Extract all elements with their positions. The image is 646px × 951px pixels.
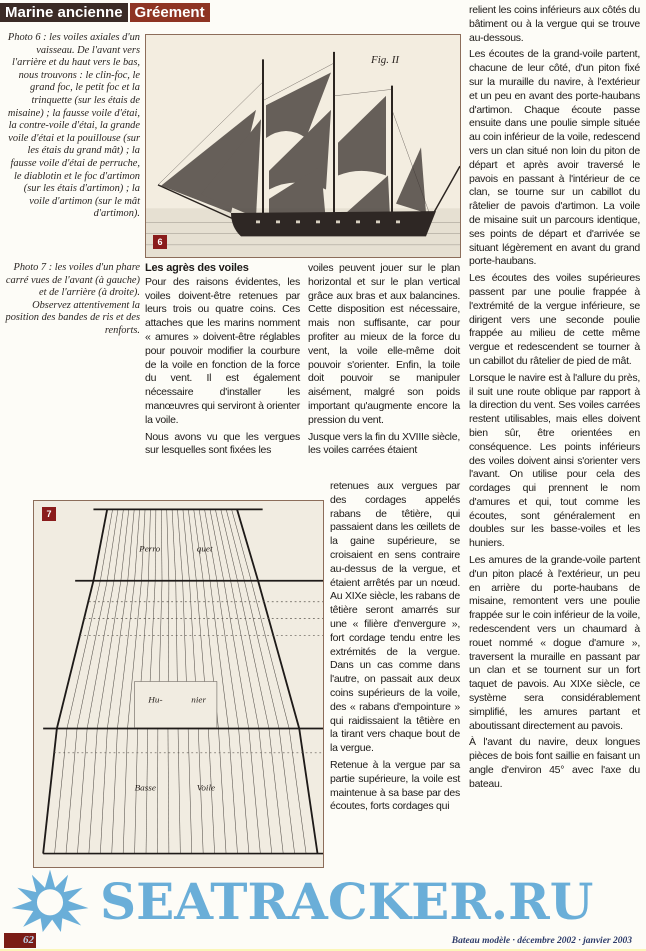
paragraph: Jusque vers la fin du XVIIIe siècle, les voiles carrées étaient	[308, 430, 460, 457]
sail-seam	[107, 509, 118, 580]
photo7-caption: Photo 7 : les voiles d'un phare carré vues de l'avant (à gauche) et de l'arrière (à droite). Observez attentivement la position des bandes de ris et des renforts.	[5, 262, 140, 336]
sail-seam	[183, 509, 190, 580]
sail-seam	[123, 728, 127, 853]
sail-seam	[218, 728, 226, 853]
sail-seam	[128, 509, 134, 580]
sail-seam	[100, 728, 107, 853]
sail-seam	[279, 728, 295, 853]
sail-seam	[215, 509, 230, 580]
section-title: Marine ancienne	[0, 3, 128, 22]
photo6-ship-drawing	[145, 34, 461, 258]
page-number: 62	[4, 933, 36, 948]
sail-label: nier	[191, 694, 207, 705]
sail-seam	[244, 581, 279, 729]
sail-seam	[249, 728, 261, 853]
photo6-caption: Photo 6 : les voiles axiales d'un vaisseau. De l'avant vers l'arrière et du haut vers le bas, nous trouvons : le clin-foc, le grand foc, le petit foc et la trinquette (sur les étais de misaine) ; la fausse voile d'étai, la contre-voile d'étai, la grande voile d'étai et la pouillouse (sur les étais du grand mât) ; la fausse voile d'étai de perruche, le diablotin et le foc d'artimon (sur les étais d'artimon) ; la voile d'artimon (sur le mât d'artimon).	[7, 32, 140, 220]
topic-title: Gréement	[130, 3, 210, 22]
sail-seam	[188, 728, 192, 853]
sail-seam	[161, 509, 162, 580]
sail-seam	[89, 728, 97, 853]
ship-illustration	[146, 35, 460, 257]
sail-seam	[178, 509, 183, 580]
sail-plan-illustration	[34, 501, 323, 867]
sail-seam	[172, 509, 176, 580]
paragraph: retenues aux vergues par des cordages appelés rabans de têtière, qui passaient dans les œillets de la gaine supérieure, se croisaient en sens contraire au-dessus de la vergue, et étaient arrêtés par un nœud. Au XIXe siècle, les rabans de têtière seront amarrés sur une « filière d'envergure », fort cordage tendu entre les extrémités de la vergue. Dans un cas comme dans l'autre, on passait aux deux coins supérieurs de la voile, des « rabans d'empointure » qui raidissaient la têtière en la tirant vers chaque bout de la vergue.	[330, 480, 460, 755]
publication-footer: Bateau modèle · décembre 2002 · janvier 2003	[451, 936, 632, 946]
paragraph: À l'avant du navire, deux longues pièces de bois font saillie en faisant un angle d'environ 45° avec l'axe du bateau.	[469, 736, 640, 790]
watermark: SEATRACKER.RU	[100, 872, 594, 931]
sail-seam	[269, 728, 283, 853]
sail-seam	[77, 728, 87, 853]
paragraph: Retenue à la vergue par sa partie supérieure, la voile est maintenue à sa base par des écoutes, forts cordages qui	[330, 758, 460, 813]
sail-seam	[117, 581, 134, 729]
sail-seam	[66, 728, 77, 853]
photo-number-badge: 6	[153, 235, 167, 249]
section-header	[0, 3, 210, 22]
paragraph: Les écoutes de la grand-voile partent, chacune de leur côté, d'un piton fixé sur la muraille du navire, à l'extérieur et un peu en avant des porte-haubans d'artimon. Chaque écoute passe ensuite dans une poulie simple située au coin inférieur de la voile, redescend vers un clan situé non loin du piton de départ et après avoir traversé le pavois en passant à l'intérieur de ce clan, se tourne sur un cabillot du râtelier de pavois d'artimon. La voile de misaine suit un parcours identique, ses points de départ et d'arrivée se situant légèrement en avant du grand porte-haubans.	[469, 48, 640, 268]
photo7-sail-plan	[33, 500, 324, 868]
sail-label: Basse	[134, 782, 156, 793]
sail-seam	[67, 581, 100, 729]
sail-seam	[251, 581, 289, 729]
sail-seam	[178, 728, 180, 853]
paragraph: Les amures de la grande-voile partent d'un piton placé à l'extérieur, un peu en arrière du porte-haubans de misaine, remontent vers une poulie frappée sur le coin inférieur de la voile, redescendent vers un chaumard à rouet nommé « dogue d'amure », traversent la muraille en passant par un clan et se tournent sur un fort taquet de pavois. Au XIXe siècle, ce système sera considérablement simplifié, les amures partant et aboutissant directement au pavois.	[469, 554, 640, 732]
article-heading: Les agrès des voiles	[145, 262, 249, 274]
sail-seam	[259, 728, 272, 853]
sail-label: Voile	[196, 782, 216, 793]
sail-seam	[168, 728, 169, 853]
paragraph: Lorsque le navire est à l'allure du près, il suit une route oblique par rapport à la direction du vent. Ses voiles carrées restent utilisables, mais elles doivent bien sûr, être orientées en conséquence. Les points inférieurs des voiles doivent ainsi s'orienter vers l'avant. On utilise pour cela des cordages qui prennent le nom d'amures et qui, tout comme les écoutes, sont généralement en doubles sur les basse-voiles et les huniers.	[469, 371, 640, 550]
figure-label: Fig. II	[371, 55, 400, 67]
sail-seam	[229, 728, 238, 853]
sail-label: Hu-	[148, 694, 163, 705]
sun-burst-icon	[0, 866, 100, 932]
paragraph: Nous avons vu que les vergues sur lesquelles sont fixées les	[145, 430, 300, 457]
paragraph: voiles peuvent jouer sur le plan horizontal et sur le plan vertical grâce aux bras et aux balancines. Cette disposition est nécessaire, mais non suffisante, car pour profiter au mieux de la force du vent, la voile elle-même doit pouvoir s'orienter. Enfin, la toile doit pouvoir se manipuler aisément, malgré son poids important qu'augmente encore la pression du vent.	[308, 262, 460, 426]
sail-label: quet	[196, 543, 213, 554]
sail-seam	[239, 728, 249, 853]
photo-number-badge: 7	[42, 507, 56, 521]
article-column-3	[469, 4, 640, 792]
article-column-2-continued	[330, 480, 460, 814]
sail-label: Perro	[139, 543, 161, 554]
paragraph: Les écoutes des voiles supérieures passent par une poulie frappée à l'extrémité de la vergue inférieure, se dirigent vers une seconde poulie frappée au milieu de cette même vergue et redescendent se tourner à un cabillot du râtelier de pied de mât.	[469, 272, 640, 367]
sail-seam	[77, 581, 107, 729]
sail-seam	[289, 728, 306, 853]
sail-seam	[55, 728, 67, 853]
sail-seam	[167, 509, 169, 580]
paragraph: Pour des raisons évidentes, les voiles doivent-être retenues par leurs trois ou quatre coins. Ces attaches que les marins nomment « amures » doivent-être réglables pour pouvoir modifier la courbure de la voile en fonction de la force du vent. Il est également nécessaire d'installer les manœuvres qui serviront à orienter la voile.	[145, 275, 300, 426]
article-column-1	[145, 262, 300, 458]
paragraph: relient les coins inférieurs aux côtés du bâtiment ou à la vergue qui se trouve au-dessous.	[469, 4, 640, 44]
article-column-2	[308, 262, 460, 458]
sail-seam	[112, 728, 118, 853]
sail-seam	[100, 509, 112, 580]
